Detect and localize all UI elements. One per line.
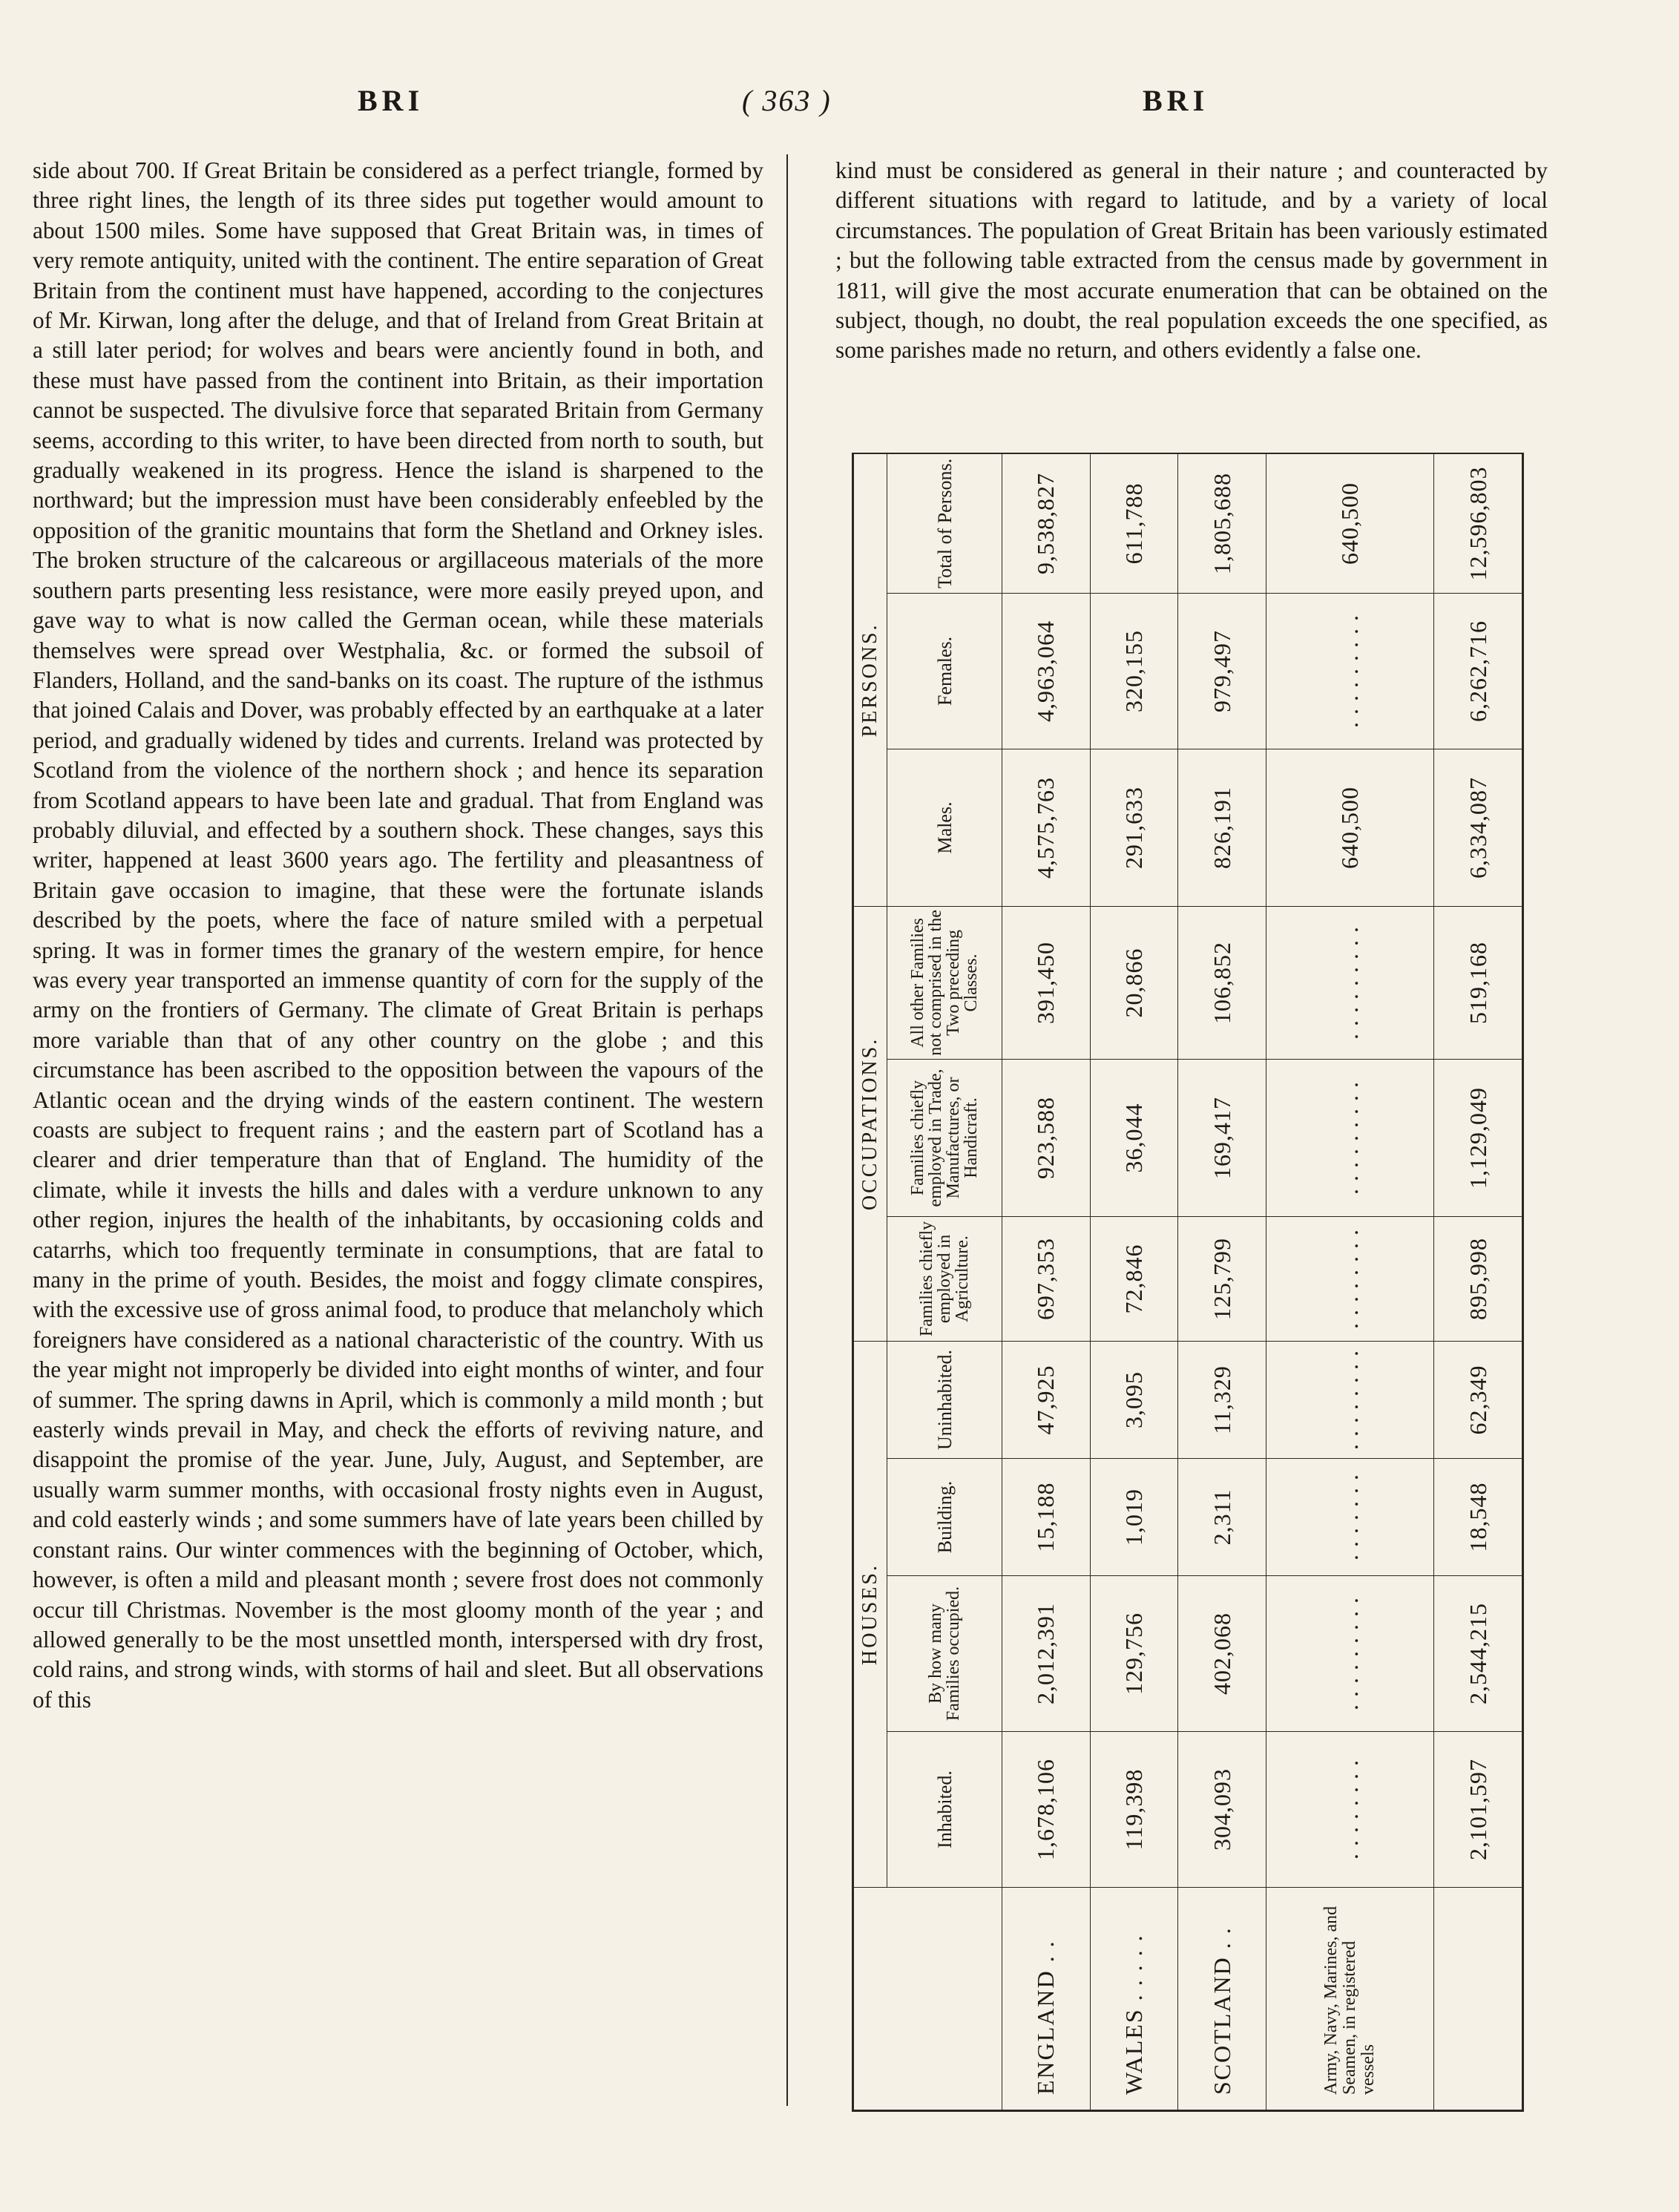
cell: 15,188 (1002, 1459, 1091, 1576)
cell: . . . . . . . . . (1266, 593, 1434, 749)
row-label-scotland: SCOTLAND . . (1178, 1888, 1266, 2110)
cell: . . . . . . . . . (1266, 906, 1434, 1059)
col-females: Females. (887, 593, 1002, 749)
cell: 119,398 (1090, 1732, 1178, 1888)
cell: 6,334,087 (1434, 749, 1522, 906)
census-group-row (854, 453, 887, 2110)
cell: 12,596,803 (1434, 453, 1522, 593)
col-uninhabited: Uninhabited. (887, 1341, 1002, 1458)
right-column-paragraph: kind must be considered as general in their nature ; and counteracted by different situations with regard to latitude, and by a variety of local circumstances. The population of Great Britain has been variously estimated ; but the following table extracted from the census made by government in 1811, will give the most accurate enumeration that can be obtained on the subject, though, no doubt, the real population exceeds the one specified, as some parishes made no return, and others evidently a false one. (835, 157, 1548, 364)
cell: 640,500 (1266, 453, 1434, 593)
cell: 895,998 (1434, 1216, 1522, 1341)
col-building: Building. (887, 1459, 1002, 1576)
cell: 304,093 (1178, 1732, 1266, 1888)
census-header-row (887, 453, 1002, 2110)
cell: . . . . . . . . . (1266, 1059, 1434, 1216)
running-head-right: BRI (1143, 84, 1209, 117)
census-table-rotated (853, 454, 1522, 2110)
cell: 4,963,064 (1002, 593, 1091, 749)
cell: 36,044 (1090, 1059, 1178, 1216)
cell: 11,329 (1178, 1341, 1266, 1458)
left-column-paragraph: side about 700. If Great Britain be considered as a perfect triangle, formed by three right lines, the length of its three sides put together would amount to about 1500 miles. Some have supposed that Great Britain was, in times of very remote antiquity, united with the continent. The entire separation of Great Britain from the continent must have happened, according to the conjectures of Mr. Kirwan, long after the deluge, and that of Ireland from Great Britain at a still later period; for wolves and bears were anciently found in both, and these must have passed from the continent into Britain, as their importation cannot be suspected. The divulsive force that separated Britain from Germany seems, according to this writer, to have been directed from north to south, but gradually weakened in its progress. Hence the island is sharpened to the northward; but the impression must have been considerably enfeebled by the opposition of the granitic mountains that form the Shetland and Orkney isles. The broken structure of the calcareous or argillaceous materials of the more southern parts presenting less resistance, were more easily preyed upon, and gave way to what is now called the German ocean, while these materials themselves were spread over Westphalia, &c. or formed the subsoil of Flanders, Holland, and the sand-banks on its coast. The rupture of the isthmus that joined Calais and Dover, was probably effected by an earthquake at a later period, and gradually widened by tides and currents. Ireland was protected by Scotland from the violence of the northern shock ; and hence its separation from Scotland appears to have been late and gradual. That from England was probably diluvial, and effected by a southern shock. These changes, says this writer, happened at least 3600 years ago. The fertility and pleasantness of Britain gave occasion to imagine, that these were the fortunate islands described by the poets, where the face of nature smiled with a perpetual spring. It was in former times the granary of the western empire, for hence was every year transported an immense quantity of corn for the supply of the army on the frontiers of Germany. The climate of Great Britain is perhaps more variable than that of any other country on the globe ; and this circumstance has been ascribed to the opposition between the vapours of the Atlantic ocean and the drying winds of the eastern continent. The western coasts are subject to frequent rains ; and the eastern part of Scotland has a clearer and drier temperature than that of England. The humidity of the climate, while it invests the hills and dales with a verdure unknown to any other region, injures the health of the inhabitants, by occasioning colds and catarrhs, which too frequently terminate in consumptions, that are fatal to many in the prime of youth. Besides, the moist and foggy climate conspires, with the excessive use of gross animal food, to produce that melancholy which foreigners have considered as a national characteristic of the country. With us the year might not improperly be divided into eight months of winter, and four of summer. The spring dawns in April, which is commonly a mild month ; but easterly winds prevail in May, and check the efforts of reviving nature, and disappoint the promise of the year. June, July, August, and September, are usually warm summer months, with occasional frosty nights even in August, and cold easterly winds ; and some summers have of late years been chilled by constant rains. Our winter commences with the beginning of October, which, however, is often a mild and pleasant month ; severe frost does not commonly occur till Christmas. November is the most gloomy month of the year ; and allowed generally to be the most unsettled month, interspersed with dry frost, cold rains, and strong winds, with storms of hail and sleet. But all observations of this (33, 157, 763, 1713)
cell: 402,068 (1178, 1576, 1266, 1732)
cell: 47,925 (1002, 1341, 1091, 1458)
cell: 9,538,827 (1002, 453, 1091, 593)
row-label-army-navy: Army, Navy, Marines, and Seamen, in registered vessels (1266, 1888, 1434, 2110)
cell: 697,353 (1002, 1216, 1091, 1341)
column-divider (786, 154, 788, 2106)
cell: 1,805,688 (1178, 453, 1266, 593)
col-agriculture: Families chiefly employed in Agriculture. (887, 1216, 1002, 1341)
row-label-england: ENGLAND . . (1002, 1888, 1091, 2110)
cell: 923,588 (1002, 1059, 1091, 1216)
cell: 2,544,215 (1434, 1576, 1522, 1732)
census-corner (854, 1888, 887, 2110)
cell: 979,497 (1178, 593, 1266, 749)
census-corner-lower (887, 1888, 1002, 2110)
table-row (1178, 453, 1266, 2110)
cell: 1,019 (1090, 1459, 1178, 1576)
col-trade: Families chiefly employed in Trade, Manufactures, or Handicraft. (887, 1059, 1002, 1216)
col-inhabited: Inhabited. (887, 1732, 1002, 1888)
col-other-families: All other Families not comprised in the Two preceding Classes. (887, 906, 1002, 1059)
cell: 18,548 (1434, 1459, 1522, 1576)
col-males: Males. (887, 749, 1002, 906)
table-row-totals (1434, 453, 1522, 2110)
cell: 2,311 (1178, 1459, 1266, 1576)
table-row (1266, 453, 1434, 2110)
cell: 640,500 (1266, 749, 1434, 906)
cell: 6,262,716 (1434, 593, 1522, 749)
cell: 169,417 (1178, 1059, 1266, 1216)
left-text-column (33, 156, 763, 1715)
cell: 1,129,049 (1434, 1059, 1522, 1216)
cell: 106,852 (1178, 906, 1266, 1059)
group-houses: HOUSES. (854, 1341, 887, 1887)
row-label-wales: WALES . . . . . (1090, 1888, 1178, 2110)
cell: 291,633 (1090, 749, 1178, 906)
cell: 3,095 (1090, 1341, 1178, 1458)
cell: 125,799 (1178, 1216, 1266, 1341)
cell: 320,155 (1090, 593, 1178, 749)
cell: 129,756 (1090, 1576, 1178, 1732)
cell: 72,846 (1090, 1216, 1178, 1341)
cell: 826,191 (1178, 749, 1266, 906)
cell: 519,168 (1434, 906, 1522, 1059)
cell: 4,575,763 (1002, 749, 1091, 906)
cell: 20,866 (1090, 906, 1178, 1059)
col-total-persons: Total of Persons. (887, 453, 1002, 593)
row-label-totals (1434, 1888, 1522, 2110)
running-head-left: BRI (358, 84, 424, 117)
cell: 391,450 (1002, 906, 1091, 1059)
cell: 62,349 (1434, 1341, 1522, 1458)
cell: 611,788 (1090, 453, 1178, 593)
cell: 2,101,597 (1434, 1732, 1522, 1888)
cell: . . . . . . . . (1266, 1732, 1434, 1888)
census-table-frame (852, 453, 1524, 2112)
page-number: ( 363 ) (742, 84, 832, 117)
table-row (1002, 453, 1091, 2110)
cell: 1,678,106 (1002, 1732, 1091, 1888)
table-row (1090, 453, 1178, 2110)
group-occupations: OCCUPATIONS. (854, 906, 887, 1341)
group-persons: PERSONS. (854, 453, 887, 906)
cell: . . . . . . . . (1266, 1341, 1434, 1458)
cell: . . . . . . . (1266, 1459, 1434, 1576)
cell: 2,012,391 (1002, 1576, 1091, 1732)
right-text-column (835, 156, 1548, 366)
cell: . . . . . . . . . (1266, 1576, 1434, 1732)
col-families-occupied: By how many Families occupied. (887, 1576, 1002, 1732)
cell: . . . . . . . . (1266, 1216, 1434, 1341)
census-table (853, 453, 1522, 2110)
